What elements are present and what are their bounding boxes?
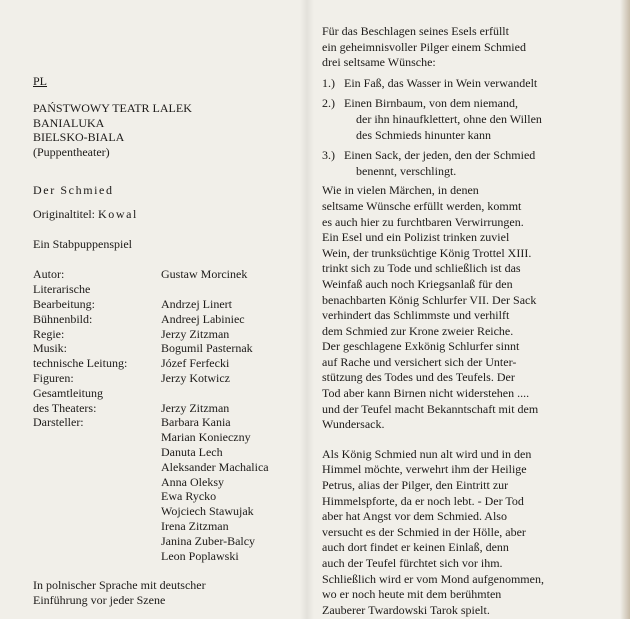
paragraph-line: Wundersack. (322, 417, 385, 432)
language-note-line: In polnischer Sprache mit deutscher (33, 578, 206, 593)
paragraph-line: versucht es der Schmied in der Hölle, aber (322, 524, 526, 539)
paragraph-line: Tod aber kann Birnen nicht widerstehen .... (322, 386, 530, 401)
credit-name: Bogumil Pasternak (161, 341, 253, 356)
wishes-list (322, 76, 612, 180)
paragraph-line: Zauberer Twardowski Tarok spielt. (322, 602, 490, 617)
paragraph-line: verhindert das Schlimmste und verhilft (322, 308, 510, 323)
language-note (33, 578, 303, 608)
country-code: PL (33, 74, 48, 88)
credit-name: Anna Oleksy (161, 474, 224, 489)
credit-name: Józef Ferfecki (161, 356, 230, 371)
credit-name: Jerzy Zitzman (161, 400, 230, 415)
wish-line: Ein Faß, das Wasser in Wein verwandelt (344, 75, 538, 90)
credit-name: Aleksander Machalica (161, 459, 269, 474)
credits-list (33, 267, 303, 563)
credit-name: Andrzej Linert (161, 296, 232, 311)
credit-name: Gustaw Morcinek (161, 267, 248, 282)
paragraph-line: stützung des Todes und des Teufels. Der (322, 370, 515, 385)
credit-role (33, 445, 161, 460)
credit-role (33, 504, 161, 519)
credit-role: Bühnenbild: (33, 311, 93, 326)
credit-role: Gesamtleitung (33, 385, 103, 400)
paragraph-line: Der geschlagene Exkönig Schlurfer sinnt (322, 339, 520, 354)
paragraph-line: aber hat Angst vor dem Schmied. Also (322, 509, 507, 524)
credit-name: Irena Zitzman (161, 518, 229, 533)
synopsis-paragraph (322, 183, 612, 433)
paragraph-line: auch der Teufel fürchtet sich vor ihm. (322, 556, 503, 570)
theater-line: BANIALUKA (33, 115, 105, 130)
intro-line: ein geheimnisvoller Pilger einem Schmied (322, 39, 526, 54)
credit-name: Andreej Labiniec (161, 311, 245, 326)
credits-column (33, 74, 303, 608)
page-edge (620, 0, 630, 619)
credit-role: Literarische (33, 282, 91, 297)
credit-name: Jerzy Kotwicz (161, 370, 230, 385)
wish-text (344, 148, 612, 179)
credit-role (33, 489, 161, 504)
paragraph-line: auch dort findet er keinen Einlaß, denn (322, 540, 509, 555)
original-title-line (33, 207, 303, 222)
credit-name: Janina Zuber-Balcy (161, 533, 256, 548)
credit-name: Danuta Lech (161, 444, 223, 459)
credit-name (161, 282, 303, 297)
original-title: Kowal (98, 206, 138, 221)
wish-item (322, 76, 612, 92)
credit-name: Marian Konieczny (161, 430, 251, 445)
paragraph-line: Ein Esel und ein Polizist trinken zuviel (322, 230, 510, 245)
theater-line: PAŃSTWOWY TEATR LALEK (33, 100, 192, 115)
credit-role (33, 475, 161, 490)
wish-line: Einen Birnbaum, von dem niemand, (344, 96, 518, 111)
wish-number: 2.) (322, 96, 335, 111)
credit-role: des Theaters: (33, 400, 97, 415)
paragraph-line: dem Schmied zur Krone zweier Reiche. (322, 323, 514, 338)
wish-line: Einen Sack, der jeden, den der Schmied (344, 148, 536, 163)
paragraph-line: trinkt sich zu Tode und schließlich ist das (322, 261, 521, 276)
credit-name: Ewa Rycko (161, 489, 217, 504)
paragraph-line: seltsame Wünsche erfüllt werden, kommt (322, 198, 522, 213)
wish-text (344, 96, 612, 143)
credit-name: Wojciech Stawujak (161, 504, 254, 519)
intro-line: Für das Beschlagen seines Esels erfüllt (322, 24, 509, 38)
paragraph-line: auf Rache und versichert sich der Unter- (322, 354, 517, 369)
synopsis-intro (322, 24, 612, 71)
wish-number: 3.) (322, 148, 335, 163)
language-note-line: Einführung vor jeder Szene (33, 593, 166, 608)
theater-line: (Puppentheater) (33, 145, 110, 160)
credit-role: Darsteller: (33, 415, 84, 430)
theater-name-block (33, 101, 303, 160)
credit-role (33, 534, 161, 549)
credit-role: Musik: (33, 341, 68, 356)
credit-role (33, 460, 161, 475)
credit-role: Autor: (33, 267, 65, 282)
wish-line: des Schmieds hinunter kann (356, 127, 491, 142)
credit-role: Figuren: (33, 370, 74, 385)
wish-number: 1.) (322, 75, 335, 90)
paragraph-line: benachbarten König Schlurfer VII. Der Sack (322, 292, 537, 307)
credit-role: Regie: (33, 326, 65, 341)
paragraph-line: Himmel möchte, verwehrt ihm der Heilige (322, 462, 527, 477)
paragraph-line: und der Teufel macht Bekanntschaft mit dem (322, 401, 539, 416)
credit-name: Barbara Kania (161, 415, 231, 430)
synopsis-column (322, 24, 612, 618)
paragraph-line: wo er noch heute mit dem berühmten (322, 587, 502, 602)
paragraph-line: Wein, der trunksüchtige König Trottel XIII. (322, 245, 532, 260)
original-title-label: Originaltitel: (33, 206, 95, 221)
play-title: Der Schmied (33, 182, 114, 197)
wish-line: der ihn hinaufklettert, ohne den Willen (356, 111, 542, 126)
paragraph-line: es auch hier zu furchtbaren Verwirrungen. (322, 214, 524, 229)
paragraph-line: Petrus, alias der Pilger, den Eintritt zur (322, 478, 509, 493)
paragraph-line: Himmelspforte, da er noch lebt. - Der Tod (322, 493, 524, 508)
credit-role (33, 430, 161, 445)
credit-role: technische Leitung: (33, 356, 128, 371)
paragraph-line: Weinfaß auch noch Kriegsanlaß für den (322, 276, 513, 291)
paragraph-line: Schließlich wird er vom Mond aufgenommen, (322, 571, 544, 586)
credit-role (33, 549, 161, 564)
synopsis-paragraph (322, 447, 612, 619)
credit-role: Bearbeitung: (33, 296, 95, 311)
intro-line: drei seltsame Wünsche: (322, 55, 436, 70)
wish-line: benennt, verschlingt. (356, 163, 457, 178)
credit-name: Leon Poplawski (161, 548, 239, 563)
wish-item (322, 96, 612, 143)
credit-role (33, 519, 161, 534)
credit-name: Jerzy Zitzman (161, 326, 230, 341)
credit-name (161, 386, 303, 401)
wish-item (322, 148, 612, 179)
wish-text (344, 76, 612, 92)
paragraph-line: Als König Schmied nun alt wird und in den (322, 446, 532, 461)
paragraph-line: Wie in vielen Märchen, in denen (322, 183, 479, 198)
theater-line: BIELSKO-BIALA (33, 130, 125, 145)
genre: Ein Stabpuppenspiel (33, 236, 132, 251)
